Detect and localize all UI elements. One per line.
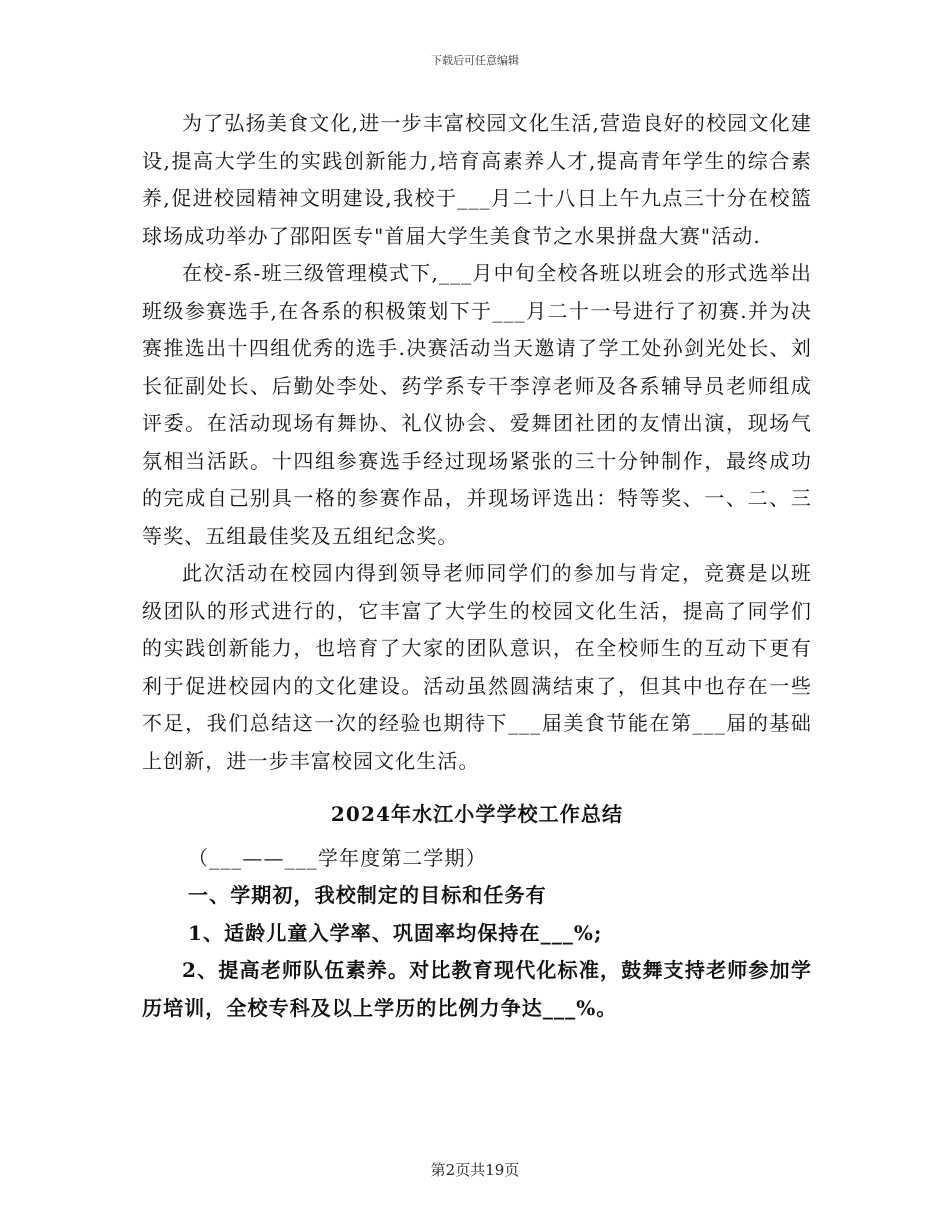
paragraph-1: 为了弘扬美食文化,进一步丰富校园文化生活,营造良好的校园文化建设,提高大学生的实践创新能力,培育高素养人才,提高青年学生的综合素养,促进校园精神文明建设,我校于___月二十八日上午九点三十分在校篮球场成功举办了邵阳医专"首届大学生美食节之水果拼盘大赛"活动. — [142, 111, 812, 248]
document-body — [142, 105, 812, 1027]
goal-item-1: 1、适龄儿童入学率、巩固率均保持在___%; — [188, 920, 603, 945]
page-number: 第2页共19页 — [430, 1161, 520, 1179]
goal-item-2: 2、提高老师队伍素养。对比教育现代化标准，鼓舞支持老师参加学历培训，全校专科及以上学历的比例力争达___%。 — [142, 958, 812, 1020]
section-title: 2024年水江小学学校工作总结 — [330, 802, 624, 826]
paragraph-3: 此次活动在校园内得到领导老师同学们的参加与肯定，竞赛是以班级团队的形式进行的，它丰富了大学生的校园文化生活，提高了同学们的实践创新能力，也培育了大家的团队意识，在全校师生的互动下更有利于促进校园内的文化建设。活动虽然圆满结束了，但其中也存在一些不足，我们总结这一次的经验也期待下___届美食节能在第___届的基础上创新，进一步丰富校园文化生活。 — [142, 561, 812, 773]
page-header: 下载后可任意编辑 — [431, 54, 519, 67]
heading-goals: 一、学期初，我校制定的目标和任务有 — [188, 883, 547, 907]
paragraph-2: 在校-系-班三级管理模式下,___月中旬全校各班以班会的形式选举出班级参赛选手,在各系的积极策划下于___月二十一号进行了初赛.并为决赛推选出十四组优秀的选手.决赛活动当天邀请了学工处孙剑光处长、刘长征副处长、后勤处李处、药学系专干李淳老师及各系辅导员老师组成评委。在活动现场有舞协、礼仪协会、爱舞团社团的友情出演，现场气氛相当活跃。十四组参赛选手经过现场紧张的三十分钟制作，最终成功的完成自己别具一格的参赛作品，并现场评选出：特等奖、一、二、三等奖、五组最佳奖及五组纪念奖。 — [142, 261, 812, 548]
subtitle: （___——___学年度第二学期） — [188, 845, 487, 870]
